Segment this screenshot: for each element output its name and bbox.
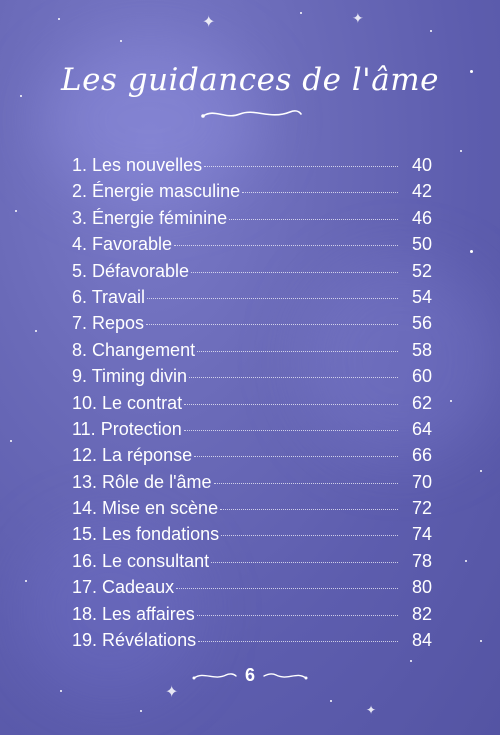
toc-entry-page: 50 (411, 234, 432, 255)
sparkle-icon: ✦ (352, 11, 364, 27)
toc-entry-label: 16. Le consultant (72, 550, 210, 571)
toc-entry-label: 7. Repos (72, 313, 145, 334)
toc-entry-label: 15. Les fondations (72, 524, 220, 545)
star-dot (465, 560, 467, 562)
dot-leader (147, 298, 398, 299)
toc-entry-page: 56 (411, 313, 432, 334)
toc-entry-page: 80 (411, 577, 432, 598)
toc-entry[interactable] (72, 340, 432, 366)
sparkle-icon: ✦ (165, 682, 179, 701)
toc-entry[interactable] (72, 498, 432, 524)
star-dot (470, 250, 473, 253)
sparkle-icon: ✦ (202, 12, 216, 31)
title-flourish-icon (195, 104, 305, 124)
star-dot (430, 30, 432, 32)
toc-entry-label: 3. Énergie féminine (72, 207, 228, 228)
toc-entry-page: 42 (411, 181, 432, 202)
toc-entry-page: 82 (411, 603, 432, 624)
toc-entry[interactable] (72, 234, 432, 260)
star-dot (35, 330, 37, 332)
toc-entry[interactable] (72, 155, 432, 181)
dot-leader (214, 483, 398, 484)
toc-entry-label: 8. Changement (72, 339, 196, 360)
dot-leader (198, 641, 398, 642)
toc-entry-page: 70 (411, 471, 432, 492)
dot-leader (221, 535, 398, 536)
toc-entry-label: 9. Timing divin (72, 366, 188, 387)
dot-leader (197, 351, 398, 352)
toc-entry[interactable] (72, 287, 432, 313)
toc-entry[interactable] (72, 630, 432, 656)
toc-entry[interactable] (72, 181, 432, 207)
toc-entry[interactable] (72, 577, 432, 603)
dot-leader (184, 404, 398, 405)
toc-entry-label: 10. Le contrat (72, 392, 183, 413)
toc-entry[interactable] (72, 366, 432, 392)
toc-entry-page: 78 (411, 550, 432, 571)
star-dot (15, 210, 17, 212)
dot-leader (174, 245, 398, 246)
page-number: 6 (244, 665, 255, 685)
toc-entry[interactable] (72, 551, 432, 577)
table-of-contents (72, 155, 432, 656)
star-dot (140, 710, 142, 712)
toc-entry[interactable] (72, 393, 432, 419)
toc-entry-label: 11. Protection (72, 418, 182, 439)
toc-entry-label: 13. Rôle de l'âme (72, 471, 212, 492)
toc-entry-label: 19. Révélations (72, 630, 197, 651)
toc-entry-page: 58 (411, 339, 432, 360)
dot-leader (194, 456, 398, 457)
dot-leader (184, 430, 398, 431)
star-dot (460, 150, 462, 152)
star-dot (480, 470, 482, 472)
toc-entry-label: 4. Favorable (72, 234, 173, 255)
toc-entry-label: 18. Les affaires (72, 603, 195, 624)
dot-leader (176, 588, 398, 589)
toc-entry-page: 60 (411, 366, 432, 387)
toc-entry-page: 72 (411, 498, 432, 519)
dot-leader (146, 324, 398, 325)
toc-entry[interactable] (72, 208, 432, 234)
toc-entry[interactable] (72, 419, 432, 445)
star-dot (60, 690, 62, 692)
toc-entry-page: 74 (411, 524, 432, 545)
sparkle-icon: ✦ (366, 703, 377, 717)
toc-entry[interactable] (72, 261, 432, 287)
toc-entry[interactable] (72, 604, 432, 630)
toc-entry[interactable] (72, 472, 432, 498)
toc-entry[interactable] (72, 524, 432, 550)
toc-entry-page: 54 (411, 286, 432, 307)
star-dot (25, 580, 27, 582)
toc-entry-page: 62 (411, 392, 432, 413)
dot-leader (204, 166, 398, 167)
toc-entry-label: 5. Défavorable (72, 260, 190, 281)
toc-entry-label: 2. Énergie masculine (72, 181, 241, 202)
toc-entry-label: 17. Cadeaux (72, 577, 175, 598)
toc-entry[interactable] (72, 445, 432, 471)
star-dot (300, 12, 302, 14)
star-dot (58, 18, 60, 20)
dot-leader (229, 219, 398, 220)
star-dot (480, 640, 482, 642)
dot-leader (191, 272, 398, 273)
star-dot (450, 400, 452, 402)
toc-entry-label: 1. Les nouvelles (72, 155, 203, 175)
toc-entry-page: 40 (411, 155, 432, 175)
toc-entry-page: 46 (411, 207, 432, 228)
dot-leader (189, 377, 398, 378)
toc-entry-page: 52 (411, 260, 432, 281)
star-dot (330, 700, 332, 702)
toc-entry-label: 14. Mise en scène (72, 498, 219, 519)
star-dot (10, 440, 12, 442)
dot-leader (211, 562, 398, 563)
toc-entry-page: 84 (411, 630, 432, 651)
dot-leader (242, 192, 398, 193)
star-dot (410, 660, 412, 662)
toc-entry-page: 66 (411, 445, 432, 466)
toc-entry[interactable] (72, 313, 432, 339)
toc-entry-page: 64 (411, 418, 432, 439)
toc-entry-label: 12. La réponse (72, 445, 193, 466)
star-dot (120, 40, 122, 42)
dot-leader (197, 615, 398, 616)
page-title: Les guidances de l'âme (61, 62, 439, 98)
page-footer (190, 663, 310, 689)
dot-leader (220, 509, 398, 510)
toc-entry-label: 6. Travail (72, 286, 146, 307)
